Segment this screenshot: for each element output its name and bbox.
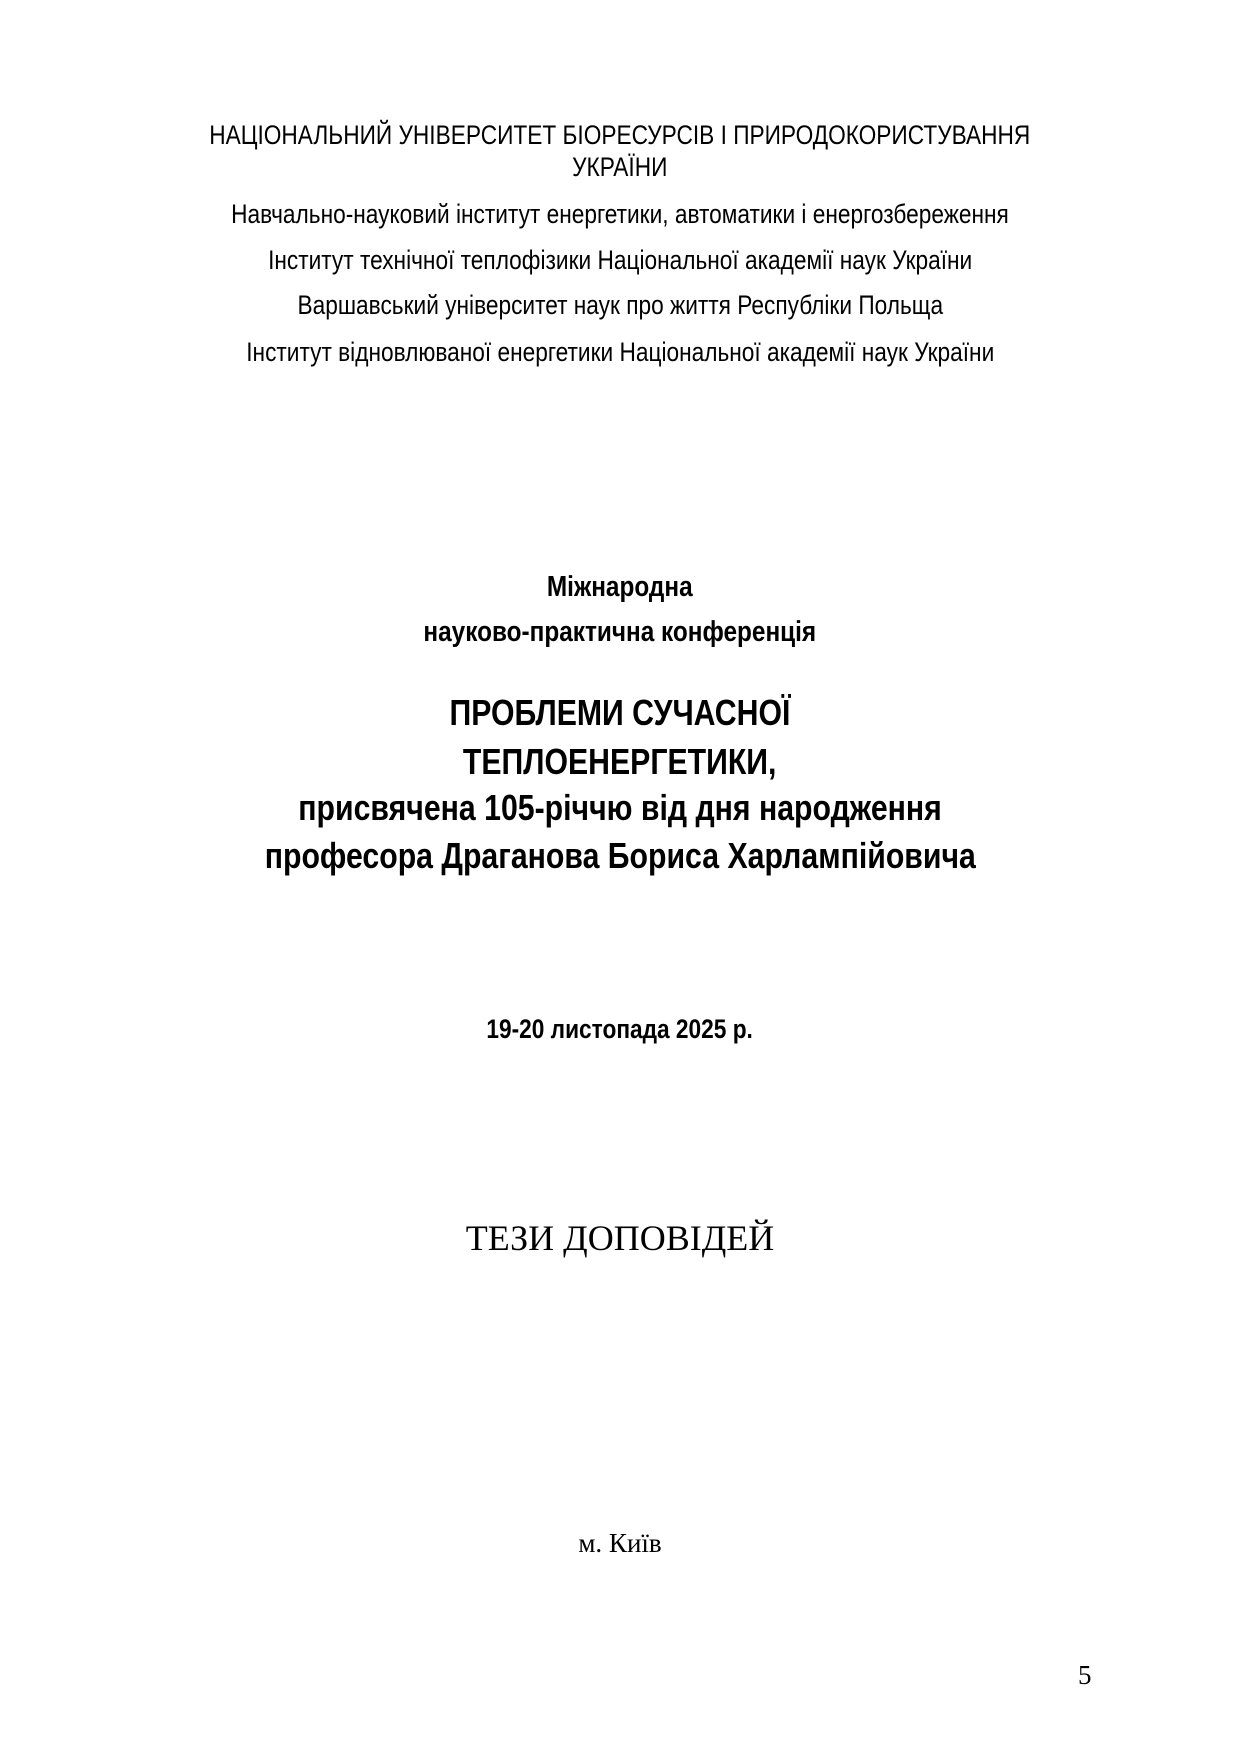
conference-title-line2: ТЕПЛОЕНЕРГЕТИКИ, xyxy=(463,741,777,782)
institution-2: Інститут технічної теплофізики Національної академії наук України xyxy=(267,245,973,275)
institution-1: Навчально-науковий інститут енергетики, автоматики і енергозбереження xyxy=(231,199,1009,229)
conference-date: 19-20 листопада 2025 р. xyxy=(486,1014,754,1044)
conference-type-line2: науково-практична конференція xyxy=(423,616,817,648)
dedication-line2: професора Драганова Бориса Харлампійовича xyxy=(264,835,976,876)
institution-4: Інститут відновлюваної енергетики Національної академії наук України xyxy=(245,337,994,367)
subtitle: ТЕЗИ ДОПОВІДЕЙ xyxy=(465,1218,775,1258)
conference-type-line1: Міжнародна xyxy=(547,571,693,603)
dedication-line1: присвячена 105-річчю від дня народження xyxy=(298,787,942,828)
page-number: 5 xyxy=(1078,1660,1092,1690)
institution-3: Варшавський університет наук про життя Республіки Польща xyxy=(297,290,943,320)
university-country: УКРАЇНИ xyxy=(572,152,668,182)
city: м. Київ xyxy=(578,1528,662,1558)
university-name: НАЦІОНАЛЬНИЙ УНІВЕРСИТЕТ БІОРЕСУРСІВ І ПРИРОДОКОРИСТУВАННЯ xyxy=(209,120,1031,150)
conference-title-line1: ПРОБЛЕМИ СУЧАСНОЇ xyxy=(449,692,791,733)
